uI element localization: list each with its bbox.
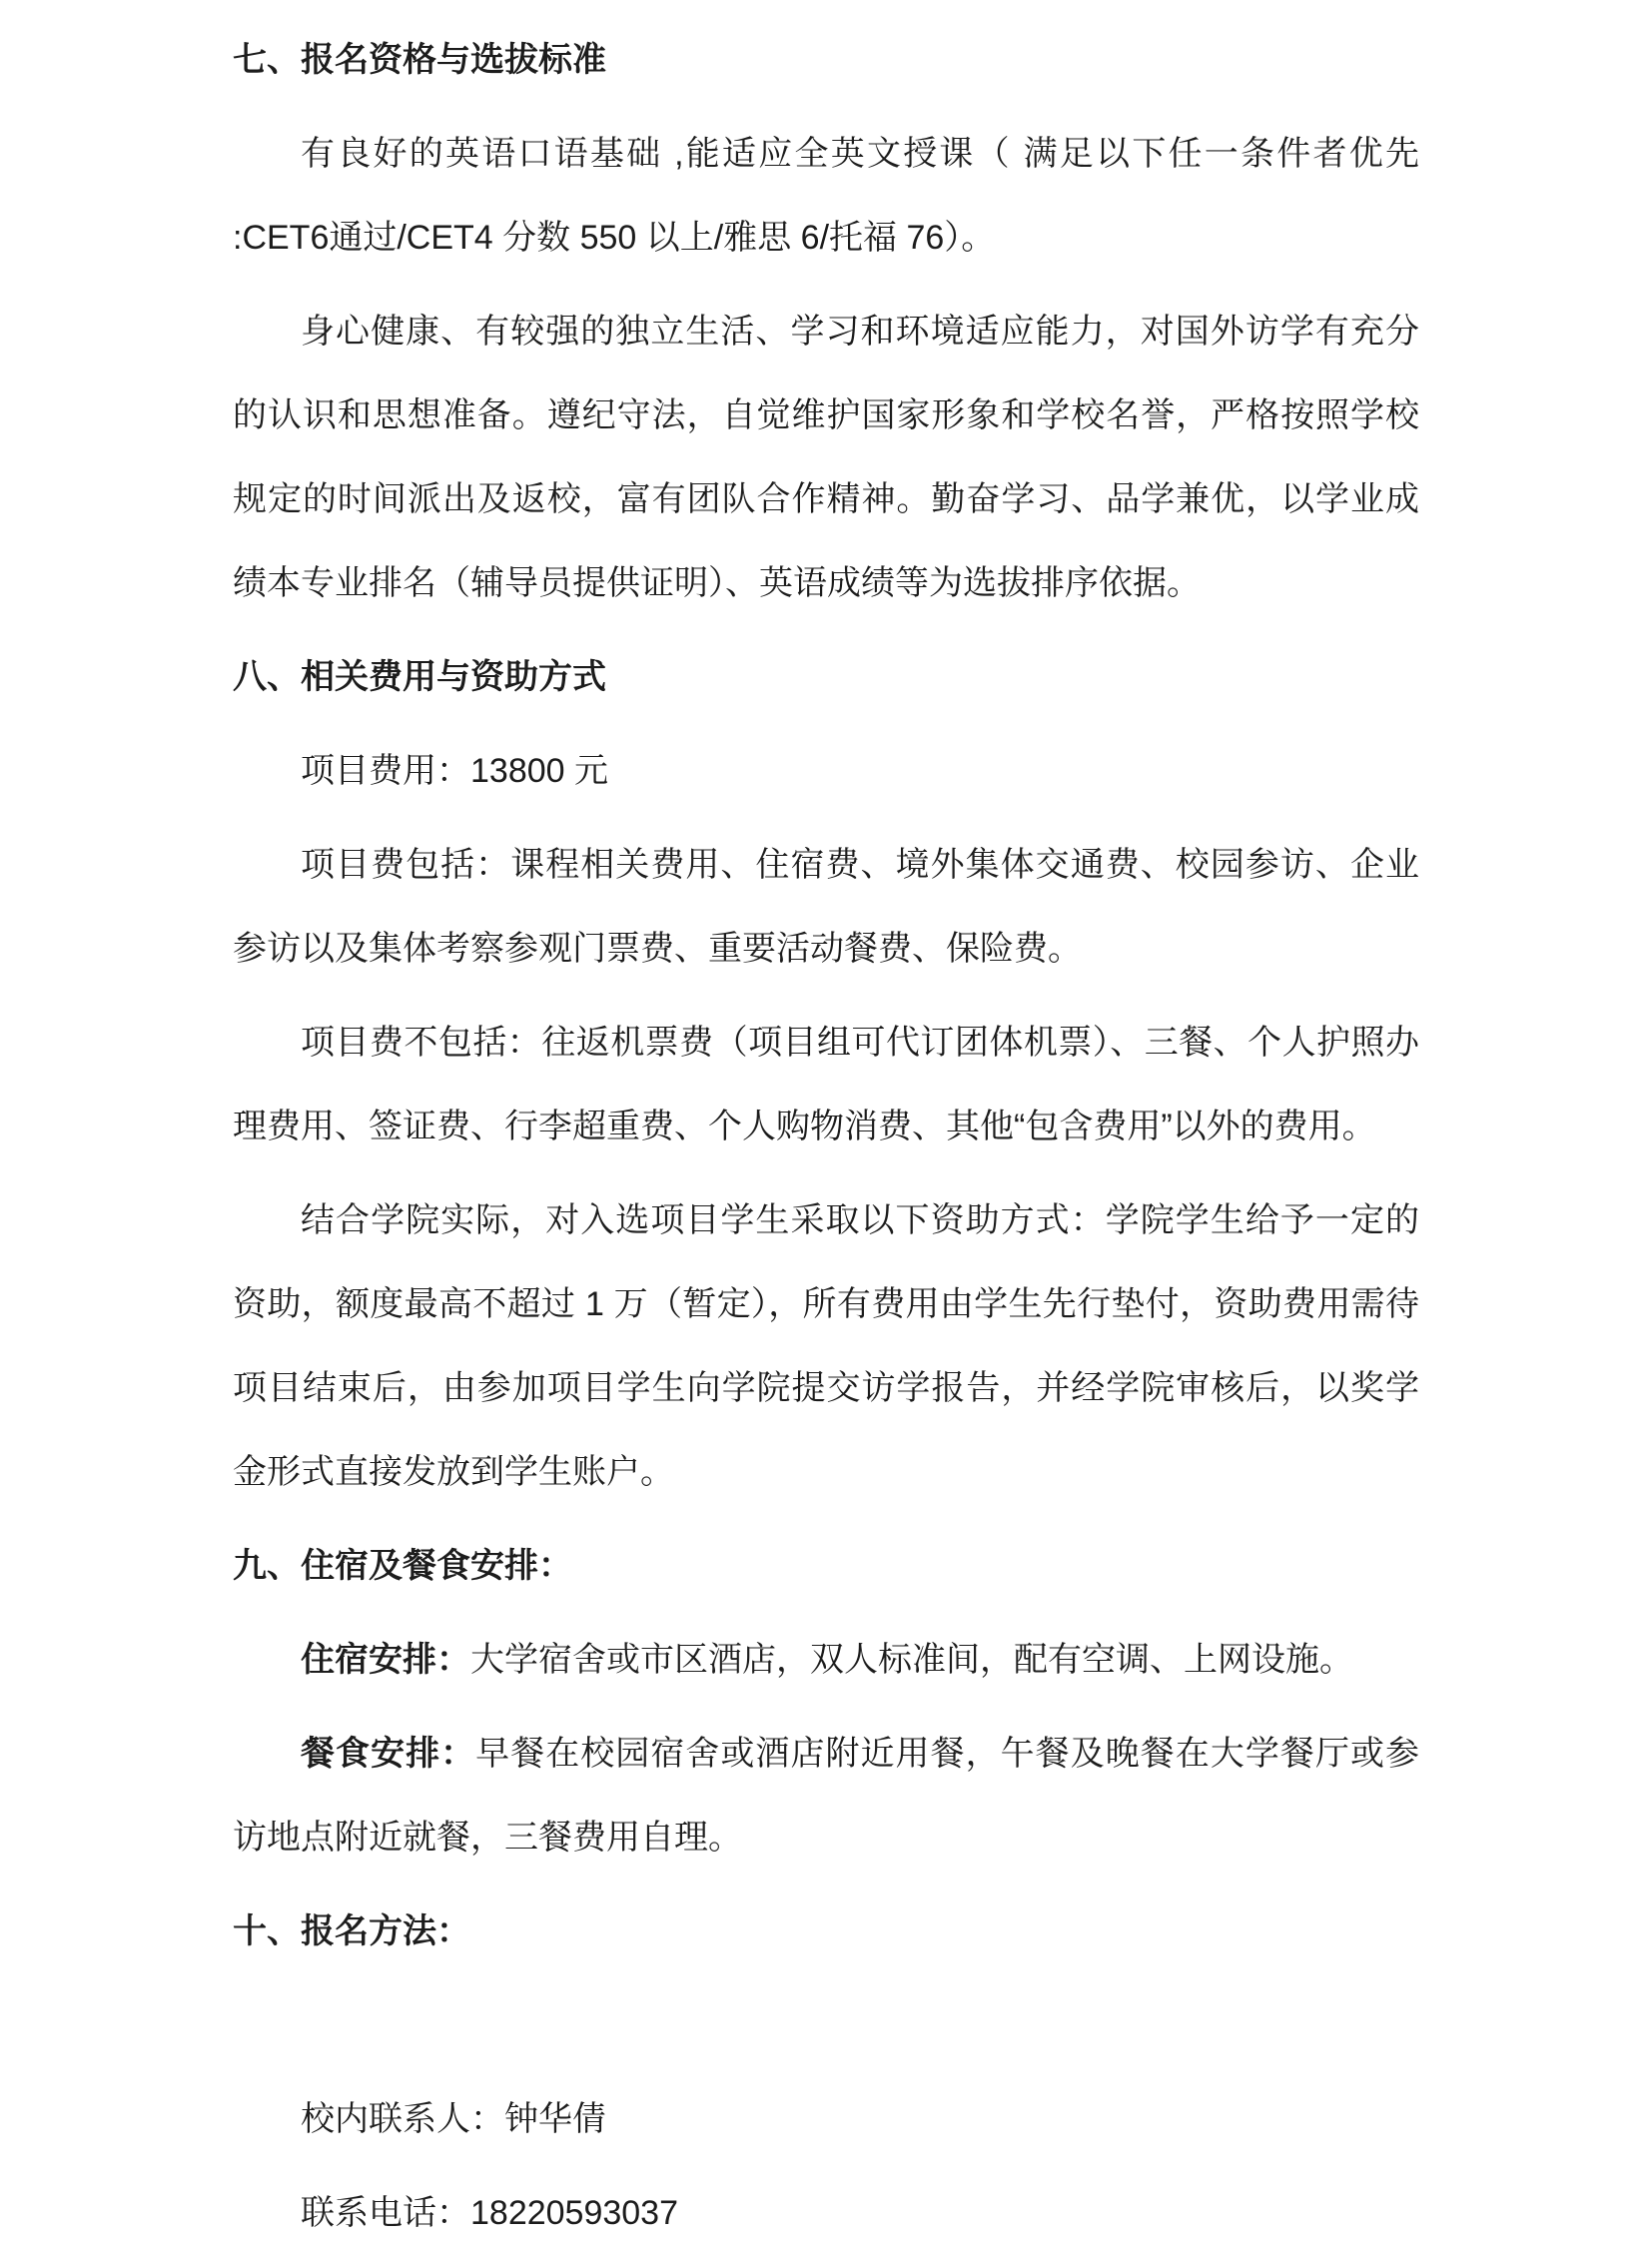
meals-lead-label: 餐食安排： — [301, 1735, 476, 1773]
contact-phone-line: 联系电话：18220593037 — [301, 2194, 679, 2232]
section-heading-9: 九、住宿及餐食安排： — [233, 1547, 572, 1585]
blank-line — [233, 1983, 1419, 2067]
paragraph-eligibility-english: 有良好的英语口语基础 ,能适应全英文授课（ 满足以下任一条件者优先 :CET6通过/CET4 分数 550 以上/雅思 6/托福 76）。 — [233, 135, 1419, 257]
meals-text: 早餐在校园宿舍或酒店附近用餐，午餐及晚餐在大学餐厅或参访地点附近就餐，三餐费用自理。 — [233, 1735, 1420, 1857]
paragraph-subsidy-policy: 结合学院实际，对入选项目学生采取以下资助方式：学院学生给予一定的资助，额度最高不超过 1 万（暂定），所有费用由学生先行垫付，资助费用需待项目结束后，由参加项目学生向学院提交访学报告，并经学院审核后，以奖学金形式直接发放到学生账户。 — [233, 1201, 1419, 1491]
paragraph-accommodation — [233, 1618, 1419, 1702]
section-heading-7: 七、报名资格与选拔标准 — [233, 41, 606, 79]
section-heading-8: 八、相关费用与资助方式 — [233, 658, 606, 696]
accommodation-lead-label: 住宿安排： — [301, 1641, 470, 1679]
contact-person-line: 校内联系人：钟华倩 — [301, 2100, 606, 2138]
paragraph-eligibility-conduct: 身心健康、有较强的独立生活、学习和环境适应能力，对国外访学有充分的认识和思想准备。遵纪守法，自觉维护国家形象和学校名誉，严格按照学校规定的时间派出及返校，富有团队合作精神。勤奋学习、品学兼优，以学业成绩本专业排名（辅导员提供证明）、英语成绩等为选拔排序依据。 — [233, 313, 1419, 602]
paragraph-project-fee: 项目费用：13800 元 — [301, 752, 608, 790]
paragraph-fee-includes: 项目费包括：课程相关费用、住宿费、境外集体交通费、校园参访、企业参访以及集体考察参观门票费、重要活动餐费、保险费。 — [233, 846, 1419, 968]
paragraph-fee-excludes: 项目费不包括：往返机票费（项目组可代订团体机票）、三餐、个人护照办理费用、签证费、行李超重费、个人购物消费、其他“包含费用”以外的费用。 — [233, 1024, 1419, 1145]
accommodation-text: 大学宿舍或市区酒店，双人标准间，配有空调、上网设施。 — [470, 1641, 1353, 1679]
section-heading-10: 十、报名方法： — [233, 1912, 470, 1950]
paragraph-meals — [233, 1712, 1419, 1879]
